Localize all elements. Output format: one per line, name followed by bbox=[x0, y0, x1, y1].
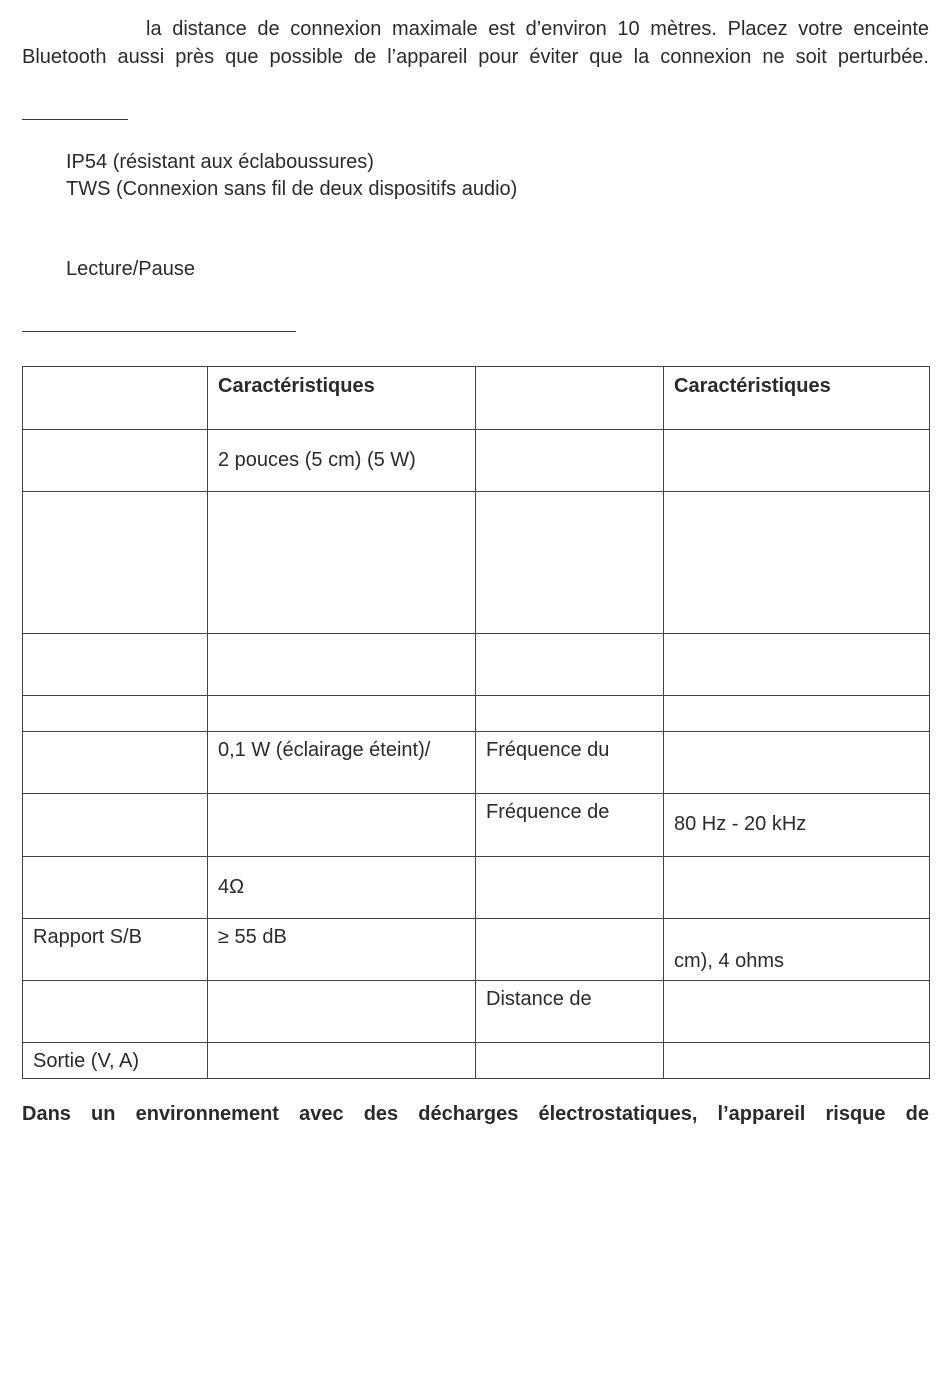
table-row bbox=[23, 857, 930, 919]
table-cell bbox=[208, 696, 476, 732]
table-cell bbox=[23, 981, 208, 1043]
table-row bbox=[23, 919, 930, 981]
table-cell bbox=[23, 492, 208, 634]
table-cell bbox=[23, 634, 208, 696]
table-cell bbox=[208, 794, 476, 857]
table-cell bbox=[664, 430, 930, 492]
table-cell bbox=[476, 634, 664, 696]
table-cell bbox=[208, 492, 476, 634]
table-cell bbox=[208, 1043, 476, 1079]
table-cell bbox=[23, 794, 208, 857]
table-cell bbox=[476, 430, 664, 492]
table-row bbox=[23, 732, 930, 794]
table-cell: Distance de bbox=[476, 981, 664, 1043]
table-cell bbox=[664, 732, 930, 794]
intro-line-1: la distance de connexion maximale est d’environ 10 mètres. Placez votre enceinte bbox=[146, 18, 929, 40]
esd-warning: Dans un environnement avec des décharges électrostatiques, l’appareil risque de bbox=[22, 1103, 929, 1125]
table-row bbox=[23, 1043, 930, 1079]
table-header-row bbox=[23, 367, 930, 430]
table-cell bbox=[664, 1043, 930, 1079]
table-cell bbox=[208, 981, 476, 1043]
table-row bbox=[23, 492, 930, 634]
table-cell: Rapport S/B bbox=[23, 919, 208, 981]
table-cell: Fréquence du bbox=[476, 732, 664, 794]
table-cell bbox=[664, 857, 930, 919]
intro-paragraph bbox=[22, 15, 929, 71]
table-header-cell bbox=[476, 367, 664, 430]
table-cell: Fréquence de bbox=[476, 794, 664, 857]
table-cell: 4Ω bbox=[208, 857, 476, 919]
feature-tws: TWS (Connexion sans fil de deux dispositifs audio) bbox=[66, 178, 518, 200]
control-play-pause: Lecture/Pause bbox=[66, 258, 195, 280]
table-row bbox=[23, 430, 930, 492]
table-header-cell: Caractéristiques bbox=[664, 367, 930, 430]
section-divider bbox=[22, 331, 296, 332]
table-row bbox=[23, 794, 930, 857]
table-cell bbox=[23, 696, 208, 732]
table-cell bbox=[23, 857, 208, 919]
table-cell bbox=[476, 696, 664, 732]
table-header-cell: Caractéristiques bbox=[208, 367, 476, 430]
section-divider bbox=[22, 119, 128, 120]
table-cell: 2 pouces (5 cm) (5 W) bbox=[208, 430, 476, 492]
table-cell bbox=[664, 492, 930, 634]
table-cell bbox=[476, 1043, 664, 1079]
feature-ip-rating: IP54 (résistant aux éclaboussures) bbox=[66, 151, 374, 173]
table-row bbox=[23, 634, 930, 696]
table-cell bbox=[476, 492, 664, 634]
table-row bbox=[23, 981, 930, 1043]
table-cell: ≥ 55 dB bbox=[208, 919, 476, 981]
table-cell bbox=[208, 634, 476, 696]
specifications-table bbox=[22, 366, 930, 1079]
table-cell bbox=[664, 981, 930, 1043]
intro-line-2: Bluetooth aussi près que possible de l’appareil pour éviter que la connexion ne soit perturbée. bbox=[22, 46, 929, 68]
table-cell: 80 Hz - 20 kHz bbox=[664, 794, 930, 857]
table-cell: Sortie (V, A) bbox=[23, 1043, 208, 1079]
table-row bbox=[23, 696, 930, 732]
table-cell bbox=[476, 857, 664, 919]
table-cell bbox=[664, 634, 930, 696]
table-cell bbox=[23, 732, 208, 794]
table-header-cell bbox=[23, 367, 208, 430]
table-cell bbox=[23, 430, 208, 492]
table-cell: 0,1 W (éclairage éteint)/ bbox=[208, 732, 476, 794]
table-cell bbox=[476, 919, 664, 981]
table-cell bbox=[664, 696, 930, 732]
table-cell: cm), 4 ohms bbox=[664, 919, 930, 981]
